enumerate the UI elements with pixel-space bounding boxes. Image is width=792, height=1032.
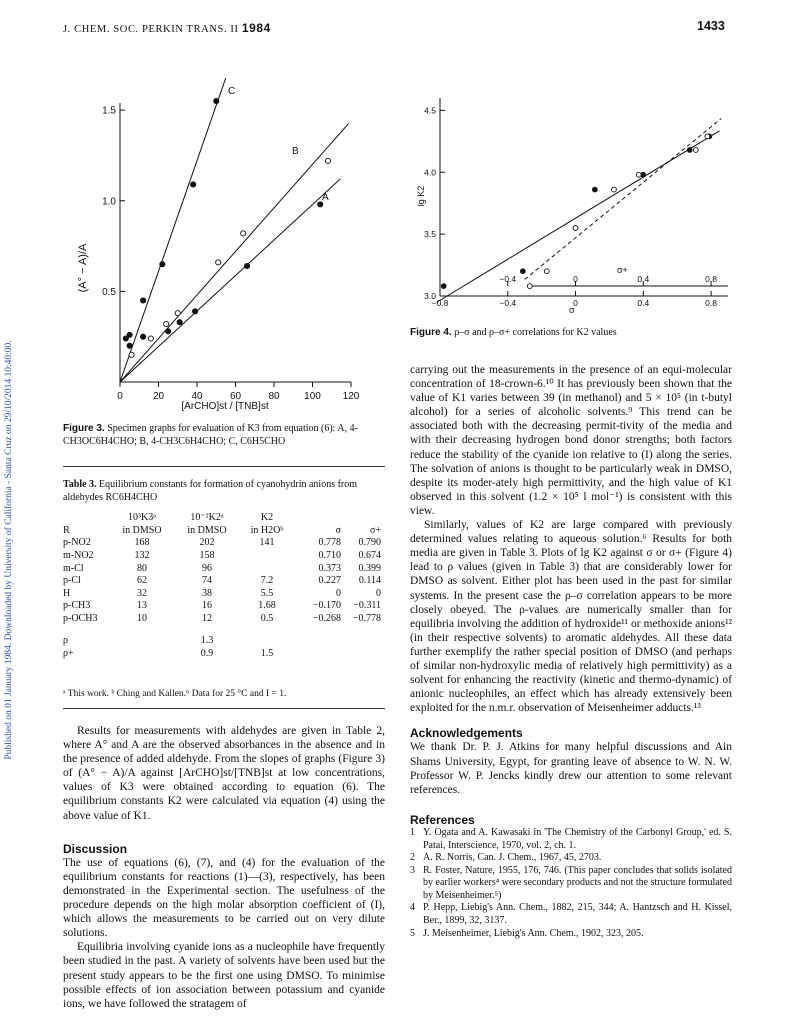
figure3-y-tick-label: 1.5 (102, 105, 116, 117)
figure3-xlabel: [ArCHO]st / [TNB]st (181, 401, 269, 412)
reference-number: 4 (410, 902, 415, 914)
reference-text: J. Meisenheimer, Liebig's Ann. Chem., 1902, 323, 205. (423, 927, 644, 939)
results-paragraph: Results for measurements with aldehydes are given in Table 2, where A° and A are the observed absorbances in the absence and in the presence of added aldehyde. From the slopes of graphs (Figure 3) of (A° − A)/A against [ArCHO]st/[TNB]st at low concentrations, values of K3 were obtained according to equation (6). The equilibrium constants K2 were calculated via equation (4) using the above value of K1. (63, 725, 385, 822)
table3-cell: 0.373 (318, 562, 341, 574)
figure3-label-b: B (292, 146, 299, 157)
figure3-x-tick-label: 80 (268, 391, 280, 402)
table3-cell: 0.790 (358, 537, 381, 549)
table3-cell: H (63, 587, 71, 599)
table3-cell: 158 (199, 550, 215, 561)
table3-cell (239, 635, 295, 648)
table3-cell: 1.5 (260, 647, 274, 659)
table3-top-rule (63, 466, 385, 467)
table3-cell (109, 648, 175, 661)
figure3-point-c (127, 332, 132, 337)
reference-item (410, 902, 732, 927)
solvent-paragraph: carrying out the measurements in the presence of an equi-molecular concentration of 18-crown-6.¹⁰ It has previously been shown that the value of K1 varies between 39 (in methanol) and 5 × 10⁵ (in t-butyl alcohol) for a series of alcoholic solvents.⁹ This trend can be associated both with the decreasing permit-tivity of the media and with their decreasing hydrogen bond donor strengths; both factors reduce the stability of the cyanide ion relative to (I) along the series. The solvation of anions is thought to be particularly weak in DMSO, despite its moder-ately high permittivity, and the high value of K1 observed in this solvent (1.2 × 10⁵ l mol⁻¹) is consistent with this view. (410, 364, 732, 517)
table3-cell: σ (335, 524, 341, 536)
acknowledgements-text: We thank Dr. P. J. Atkins for many helpful discussions and Ain Shams University, Egypt, for granting leave of absence to W. N. W. Professor W. P. Jencks kindly drew our attention to some relevant references. (410, 741, 732, 796)
figure3-chart (70, 78, 370, 418)
figure4-caption (410, 327, 732, 340)
figure3-point-a (141, 334, 146, 339)
figure4-caption-text: ρ–σ and ρ–σ+ correlations for K2 values (451, 327, 617, 338)
table3-cell (239, 550, 295, 563)
figure3-y-tick-label: 0.5 (102, 286, 116, 298)
figure3-fit-line-c (120, 78, 226, 382)
figure3-x-tick-label: 40 (191, 391, 203, 402)
figure3-x-tick-label: 0 (117, 391, 123, 402)
figure4-point-open (612, 187, 617, 192)
table3-cell: 168 (134, 537, 150, 549)
table3-bottom-rule (63, 708, 385, 709)
table3-cell: 0 (376, 587, 381, 599)
figure4-sigma-plus-label: σ+ (617, 265, 628, 275)
figure4-sigma-fit-line (525, 118, 722, 279)
table3-cell: p-NO2 (63, 537, 91, 549)
figure3-ylabel: (A° − A)/A (77, 243, 89, 293)
reference-item (410, 865, 732, 903)
reference-number: 2 (410, 852, 415, 864)
figure4-point-filled (687, 148, 692, 153)
figure3-point-a (192, 309, 197, 314)
table3-cell: p-CH3 (63, 600, 91, 611)
figure4-axes (440, 98, 728, 296)
table3-cell: in DMSO (187, 524, 227, 536)
table3-cell: 96 (202, 562, 212, 574)
table3-footnote: ᵃ This work. ᵇ Ching and Kallen.⁶ Data for 25 °C and I = 1. (63, 689, 287, 699)
figure3-point-a (177, 320, 182, 325)
figure3-fit-line-b (120, 123, 349, 382)
figure3-y-tick-label: 1.0 (102, 196, 116, 208)
table3-label: Table 3. (63, 479, 97, 490)
figure4-y-tick-label: 3.5 (424, 229, 436, 240)
table3-header-row (63, 512, 381, 525)
download-watermark-text: Published on 01 January 1984. Downloaded by University of California - Santa Cruz on 29/10/2014 10:40:00. (4, 340, 14, 760)
figure4-point-open (544, 269, 549, 274)
right-column-text (410, 363, 732, 940)
table3-cell: 0.9 (200, 647, 214, 659)
table3-cell: 12 (202, 612, 212, 624)
figure4-x-tick-label: 0.4 (637, 298, 650, 308)
table3-cell: 0.399 (358, 562, 381, 574)
reference-number: 5 (410, 927, 415, 939)
figure3-point-a (127, 343, 132, 348)
table3-cell: 80 (137, 562, 147, 574)
table-row (63, 613, 381, 626)
table-row (63, 575, 381, 588)
table3-cell (295, 635, 341, 648)
running-header (63, 21, 271, 35)
table3-cell: 13 (137, 600, 147, 611)
acknowledgements-heading: Acknowledgements (410, 726, 523, 741)
figure4-sigma-label: σ (569, 305, 575, 315)
table3-cell: 74 (202, 575, 212, 586)
figure4-y-tick-label: 4.0 (424, 167, 436, 178)
figure3-caption-text: Specimen graphs for evaluation of K3 from equation (6): A, 4-CH3OC6H4CHO; B, 4-CH3C6H4CHO; C, C6H5CHO (63, 423, 358, 447)
table3-cell (63, 512, 109, 525)
figure4-chart (410, 90, 740, 320)
figure4-inner-x-tick-label: 0.8 (705, 274, 717, 284)
figure4-point-open (573, 226, 578, 231)
table3-cell: 5.5 (260, 587, 274, 599)
figure4-point-open (527, 284, 532, 289)
figure4-sigma-plus-fit-line (437, 131, 720, 303)
page-number: 1433 (697, 19, 725, 33)
figure3-x-tick-label: 20 (152, 391, 165, 402)
table3-cell: ρ (63, 635, 68, 646)
reference-text: A. R. Norris, Can. J. Chem., 1967, 45, 2703. (423, 852, 602, 864)
references-list (410, 827, 732, 940)
table3-cell: 0.710 (318, 550, 341, 561)
download-watermark (2, 160, 16, 940)
table3-cell (295, 648, 341, 661)
figure4-inner-x-tick-label: −0.4 (499, 274, 517, 284)
journal-year: 1984 (241, 21, 271, 35)
figure4-point-open (705, 134, 710, 139)
figure4-x-tick-label: −0.8 (431, 298, 449, 308)
table3-cell: m-Cl (63, 562, 84, 574)
figure3-point-b (325, 158, 330, 163)
table-row (63, 537, 381, 550)
table3-cell: in H2Oᵇ (250, 524, 284, 536)
table-row (63, 635, 381, 648)
table3-header-row (63, 525, 381, 538)
table3-cell: σ+ (369, 524, 381, 536)
table3-cell: 0.114 (358, 575, 381, 586)
table3-cell (341, 635, 381, 648)
figure3-point-c (160, 262, 165, 267)
reference-item (410, 928, 732, 941)
reference-number: 3 (410, 864, 415, 876)
discussion-paragraph-1: The use of equations (6), (7), and (4) for the evaluation of the equilibrium constants for reactions (1)—(3), respectively, has been demonstrated in the Experimental section. The usefulness of the procedure depends on the high molar absorption coefficient of (I), which allows the measurements to be carried out on very dilute solutions. (63, 856, 385, 940)
table3-cell: 0.5 (260, 612, 274, 624)
figure3-x-tick-label: 120 (342, 391, 360, 402)
table3-title (63, 479, 385, 504)
table3-cell: 62 (137, 575, 147, 586)
table-row (63, 550, 381, 563)
figure4-point-filled (520, 269, 525, 274)
table3-cell: 38 (202, 587, 212, 599)
table-row (63, 588, 381, 601)
table3-cell: R (63, 524, 70, 536)
reference-number: 1 (410, 826, 415, 838)
table3-cell: m-NO2 (63, 550, 94, 561)
discussion-paragraph-2: Equilibria involving cyanide ions as a nucleophile have frequently been studied in the past. A variety of solvents have been used but the present study appears to be the first one using DMSO. To minimise possible effects of ion association between potassium and cyanide ions, we have followed the stratagem of (63, 941, 385, 1010)
figure3-fit-line-a (120, 179, 340, 382)
table3-cell: 7.2 (260, 575, 274, 586)
figure4-point-open (693, 148, 698, 153)
figure3-point-c (191, 182, 196, 187)
table3-spacer (63, 625, 381, 635)
table3-cell: 1.3 (200, 635, 214, 646)
figure3-label-a: A (322, 192, 329, 203)
table3-cell (239, 563, 295, 576)
table3-cell: −0.268 (312, 612, 341, 624)
table3-cell (109, 635, 175, 648)
figure4-y-tick-label: 4.5 (424, 105, 436, 116)
table3-title-text: Equilibrium constants for formation of cyanohydrin anions from aldehydes RC6H4CHO (63, 479, 358, 503)
table3-cell: K2 (260, 512, 274, 523)
table3-cell: 32 (137, 587, 147, 599)
table3-cell: 202 (199, 537, 215, 549)
figure3-caption (63, 423, 385, 448)
table3-cell: 1.68 (258, 600, 276, 611)
table3-cell: 0.778 (318, 537, 341, 549)
journal-name: J. CHEM. SOC. PERKIN TRANS. II (63, 24, 239, 35)
table3-cell: 10³K3ᵃ (128, 512, 156, 523)
table3-cell: 10⁻²K2ᵃ (190, 512, 224, 523)
table3-cell: in DMSO (122, 524, 162, 536)
figure3-x-tick-label: 100 (304, 391, 321, 402)
figure4-point-filled (592, 187, 597, 192)
reference-text: P. Hepp, Liebig's Ann. Chem., 1882, 215, 344; A. Hantzsch and H. Kissel, Ber., 1899, 32, 3137. (423, 902, 732, 927)
table3-spacer-cell (63, 625, 381, 635)
figure3-point-b (148, 336, 153, 341)
figure3-point-c (214, 98, 219, 103)
table-row (63, 600, 381, 613)
figure4-x-tick-label: 0.8 (705, 298, 717, 308)
figure3-point-b (129, 352, 134, 357)
table3-cell: 0.227 (318, 575, 341, 586)
figure4-ylabel: lg K2 (416, 185, 426, 207)
figure4-y-tick-label: 3.0 (424, 291, 436, 301)
table3-cell (295, 512, 341, 525)
table3-cell: −0.311 (353, 600, 381, 611)
figure4-caption-label: Figure 4. (410, 327, 452, 338)
reference-item (410, 852, 732, 865)
figure4-x-tick-label: 0 (573, 298, 578, 308)
figure3-point-c (141, 298, 146, 303)
reference-text: R. Foster, Nature, 1955, 176, 746. (This paper concludes that solids isolated by earlier workers⁴ were secondary products and not the structure formulated by Meisenheimer.⁵) (423, 864, 732, 901)
k2-paragraph: Similarly, values of K2 are large compared with previously determined values relating to aqueous solution.⁶ Results for both media are given in Table 3. Plots of lg K2 against σ or σ+ (Figure 4) lead to ρ values (given in Table 3) that are considerably lower for DMSO as solvent. Either plot has been used in the past for similar systems. In the present case the ρ–σ correlation appears to be more closely obeyed. The ρ-values are numerically smaller than for equilibria involving the addition of hydroxide¹¹ or methoxide anions¹² (in their respective solvents) to aromatic aldehydes. All these data further exemplify the rather special position of DMSO (and perhaps of similar non-hydroxylic media of relatively high permittivity) as a solvent for enhancing the reactivity (kinetic and thermo-dynamic) of anionic nucleophiles, an effect which has already extensively been exploited for the n.m.r. observation of Meisenheimer adducts.¹³ (410, 519, 732, 715)
figure3-point-a (166, 329, 171, 334)
discussion-heading: Discussion (63, 841, 128, 856)
reference-item (410, 827, 732, 852)
table3-cell: 0.674 (358, 550, 381, 561)
table3-cell: 141 (259, 537, 275, 549)
table3 (63, 512, 381, 660)
figure4-inner-x-tick-label: 0 (573, 274, 578, 284)
table3-cell: 0 (336, 587, 341, 599)
table3-cell: 16 (202, 600, 212, 611)
figure3-label-c: C (228, 86, 236, 97)
figure3-caption-label: Figure 3. (63, 423, 105, 434)
figure3-point-a (244, 263, 249, 268)
table3-cell: 132 (134, 550, 150, 561)
figure4-inner-x-tick-label: 0.4 (637, 274, 650, 284)
figure3-axes (120, 103, 351, 382)
figure3-point-b (216, 260, 221, 265)
table3-cell: −0.778 (352, 612, 381, 624)
figure3-point-b (164, 321, 169, 326)
table3-cell: p-Cl (63, 575, 81, 586)
table-row (63, 648, 381, 661)
table-row (63, 563, 381, 576)
table3-cell: p-OCH3 (63, 612, 98, 624)
table3-cell: ρ+ (63, 647, 74, 659)
table3-cell: 10 (137, 612, 147, 624)
figure4-point-open (636, 172, 641, 177)
figure3-x-tick-label: 60 (229, 391, 242, 402)
table3-cell: −0.170 (312, 600, 341, 611)
figure3-point-b (241, 231, 246, 236)
left-column-text (63, 724, 385, 1011)
figure4-point-filled (441, 284, 446, 289)
figure4-x-tick-label: −0.4 (499, 298, 517, 308)
table3-cell (341, 648, 381, 661)
figure3-point-b (175, 311, 180, 316)
table3-cell (341, 512, 381, 525)
reference-text: Y. Ogata and A. Kawasaki in 'The Chemistry of the Carbonyl Group,' ed. S. Patai, Interscience, 1970, vol. 2, ch. 1. (423, 826, 732, 851)
references-heading: References (410, 812, 475, 827)
